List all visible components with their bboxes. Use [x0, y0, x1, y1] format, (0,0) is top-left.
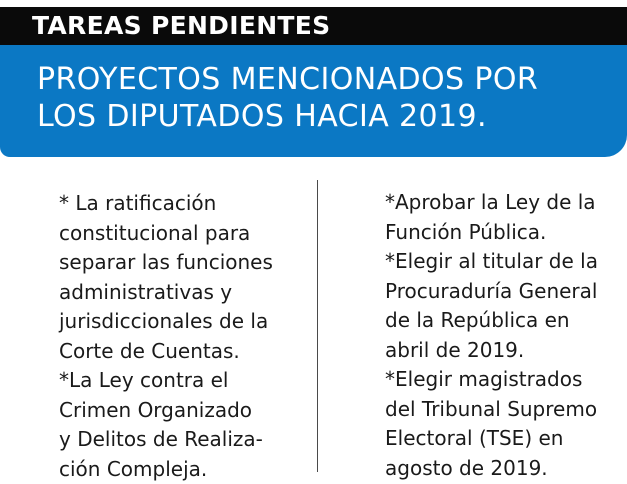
headline-line: LOS DIPUTADOS HACIA 2019.	[37, 99, 487, 134]
left-column-line: Crimen Organizado	[59, 397, 253, 422]
left-column-line: Corte de Cuentas.	[59, 338, 240, 363]
section-tag-bar	[0, 7, 627, 45]
left-column-line: ción Compleja.	[59, 456, 208, 481]
right-column-line: Procuraduría General	[385, 278, 598, 303]
right-column-line: agosto de 2019.	[385, 455, 548, 480]
column-divider	[317, 180, 318, 472]
right-column-line: del Tribunal Supremo	[385, 396, 598, 421]
headline-line: PROYECTOS MENCIONADOS POR	[37, 62, 539, 97]
left-column	[59, 189, 309, 484]
right-column	[385, 188, 625, 483]
right-column-line: Electoral (TSE) en	[385, 426, 564, 450]
right-column-line: *Elegir al titular de la	[385, 249, 598, 273]
section-tag-label: TAREAS PENDIENTES	[32, 11, 331, 40]
right-column-line: Función Pública.	[385, 219, 547, 244]
headline-box	[0, 45, 627, 157]
headline	[37, 61, 538, 135]
left-column-line: constitucional para	[59, 220, 251, 245]
right-column-line: *Elegir magistrados	[385, 367, 583, 391]
left-column-line: y Delitos de Realiza-	[59, 427, 263, 451]
left-column-line: jurisdiccionales de la	[59, 309, 269, 333]
left-column-line: *La Ley contra el	[59, 368, 229, 392]
left-column-line: administrativas y	[59, 279, 233, 304]
right-column-line: *Aprobar la Ley de la	[385, 190, 596, 214]
right-column-line: abril de 2019.	[385, 337, 525, 362]
left-column-line: * La ratificación	[59, 191, 217, 215]
right-column-line: de la República en	[385, 308, 570, 332]
left-column-line: separar las funciones	[59, 250, 273, 274]
